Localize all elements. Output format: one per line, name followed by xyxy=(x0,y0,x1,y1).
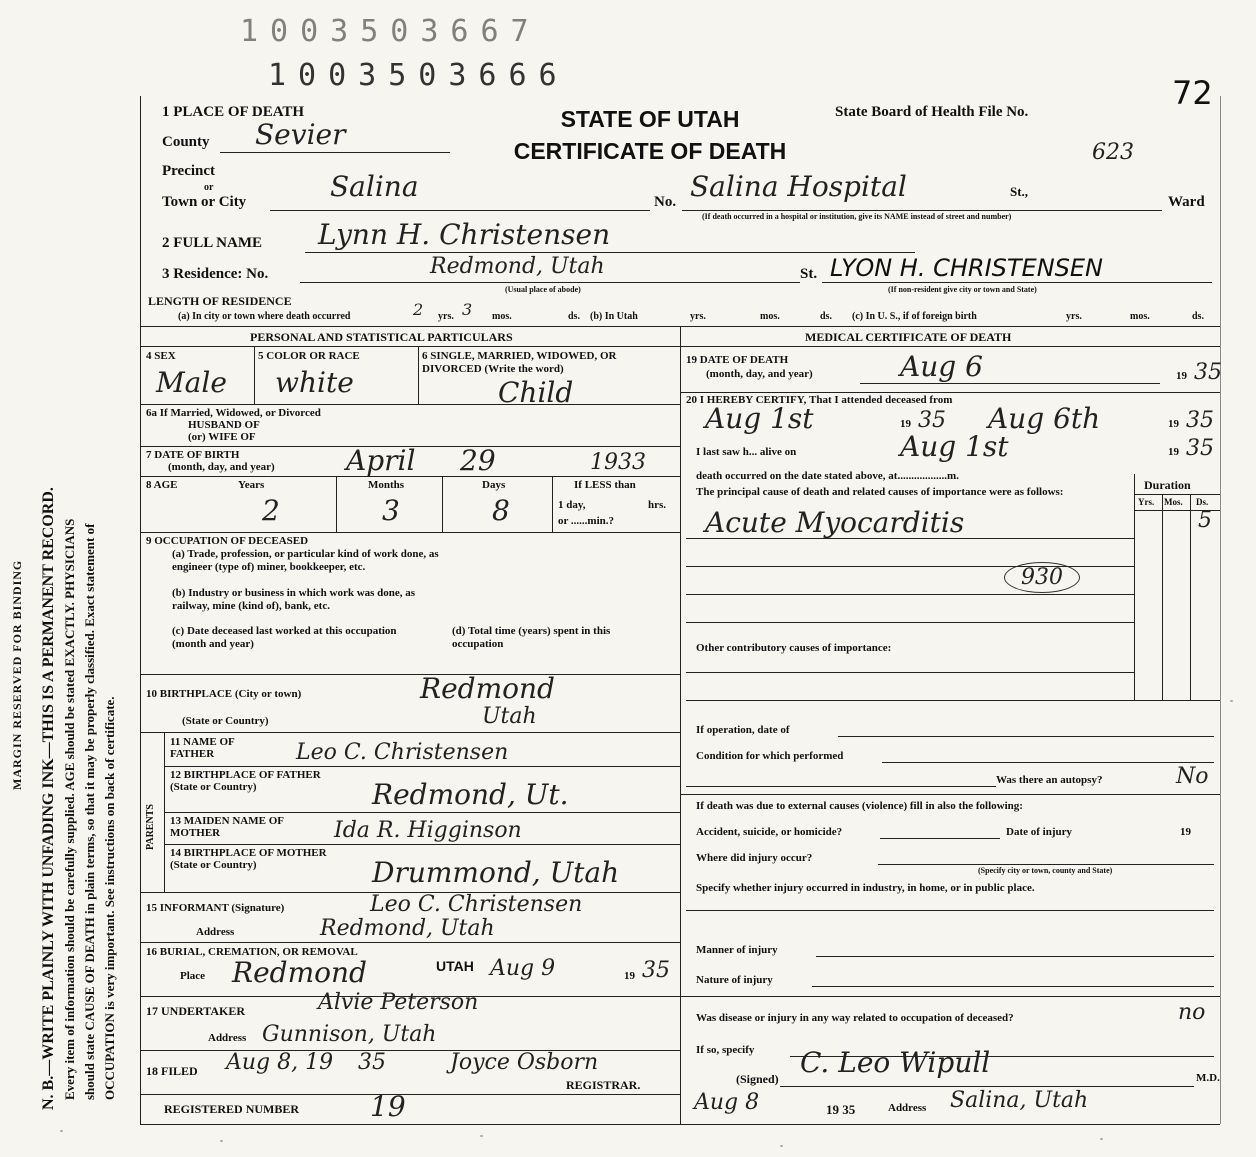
death-year: 35 xyxy=(1194,360,1222,385)
informant-signature: Leo C. Christensen xyxy=(370,892,583,917)
serial-number-top: 1003503667 xyxy=(240,14,541,49)
certify-label: 20 I HEREBY CERTIFY, That I attended deceased from xyxy=(686,394,953,406)
county-label: County xyxy=(162,134,210,150)
father-name: Leo C. Christensen xyxy=(296,740,509,765)
residence-c-yrs: yrs. xyxy=(1066,311,1082,322)
duration-mos-label: Mos. xyxy=(1164,497,1183,507)
age-label: 8 AGE xyxy=(146,479,178,491)
residence-b-mos: mos. xyxy=(760,311,780,322)
burial-date: Aug 9 xyxy=(490,956,556,981)
attended-from: Aug 1st xyxy=(705,402,814,435)
town-label: Town or City xyxy=(162,194,247,210)
file-handwritten: 623 xyxy=(1092,140,1134,165)
attended-year-prefix-2: 19 xyxy=(1168,418,1179,430)
residence-st-value: LYON H. CHRISTENSEN xyxy=(830,254,1104,282)
less-than-label: If LESS than xyxy=(574,479,636,491)
hospital-value: Salina Hospital xyxy=(690,170,907,203)
attended-year-prefix-1: 19 xyxy=(900,418,911,430)
physician-address-label: Address xyxy=(888,1102,927,1114)
dob-year: 1933 xyxy=(590,450,646,475)
duration-label: Duration xyxy=(1144,478,1191,492)
signed-label: (Signed) xyxy=(736,1072,779,1086)
residence-st-label: St. xyxy=(800,266,818,282)
specify-injury-label: Specify whether injury occurred in industry, in home, or in public place. xyxy=(696,882,1035,894)
operation-label: If operation, date of xyxy=(696,724,790,736)
full-name-label: 2 FULL NAME xyxy=(162,235,263,251)
death-date-label: 19 DATE OF DEATH xyxy=(686,354,789,366)
state-board-label: State Board of Health File No. xyxy=(835,104,1029,120)
filed-label: 18 FILED xyxy=(146,1064,198,1078)
residence-a-mos: 3 xyxy=(462,300,473,319)
full-name-value: Lynn H. Christensen xyxy=(318,218,611,251)
disease-related-label: Was disease or injury in any way related to occupation of deceased? xyxy=(696,1012,1014,1024)
min-label: or ......min.? xyxy=(558,515,615,527)
undertaker-name: Alvie Peterson xyxy=(318,990,479,1015)
father-name-label: 11 NAME OF FATHER xyxy=(170,736,235,760)
ward-label: Ward xyxy=(1168,194,1205,210)
principal-cause-label: The principal cause of death and related causes of importance were as follows: xyxy=(696,486,1064,498)
sex-value: Male xyxy=(156,366,227,399)
mother-birth: Drummond, Utah xyxy=(372,856,620,889)
dob-month: April xyxy=(346,444,416,477)
county-value: Sevier xyxy=(255,118,346,151)
last-saw-year-prefix: 19 xyxy=(1168,446,1179,458)
occupation-a: (a) Trade, profession, or particular kind of work done, as engineer (type of) miner, bookkeeper, etc. xyxy=(172,548,439,573)
undertaker-address: Gunnison, Utah xyxy=(262,1022,437,1047)
father-birth: Redmond, Ut. xyxy=(372,778,569,811)
registered-number-label: REGISTERED NUMBER xyxy=(164,1102,300,1116)
last-saw-value: Aug 1st xyxy=(900,430,1009,463)
residence-c-mos: mos. xyxy=(1130,311,1150,322)
attended-to: Aug 6th xyxy=(988,402,1101,435)
last-saw-label: I last saw h... alive on xyxy=(696,446,797,458)
mother-birth-label: 14 BIRTHPLACE OF MOTHER (State or Country) xyxy=(170,847,327,871)
attended-year-1: 35 xyxy=(918,408,946,433)
signed-year: 19 35 xyxy=(826,1102,856,1117)
residence-c-ds: ds. xyxy=(1192,311,1204,322)
residence-value: Redmond, Utah xyxy=(430,254,605,279)
cause-of-death: Acute Myocarditis xyxy=(705,506,965,539)
md-label: M.D. xyxy=(1196,1072,1220,1084)
serial-number: 1003503666 xyxy=(268,58,569,93)
dob-day: 29 xyxy=(460,444,496,477)
date-of-injury-label: Date of injury xyxy=(1006,826,1072,838)
residence-label: 3 Residence: No. xyxy=(162,266,269,282)
no-label: No. xyxy=(654,194,677,210)
occupation-label: 9 OCCUPATION OF DECEASED xyxy=(146,535,309,547)
birthplace-state-label: (State or Country) xyxy=(182,715,269,727)
residence-a-label: (a) In city or town where death occurred xyxy=(178,311,351,322)
autopsy-label: Was there an autopsy? xyxy=(996,774,1103,786)
undertaker-label: 17 UNDERTAKER xyxy=(146,1004,246,1018)
informant-label: 15 INFORMANT (Signature) xyxy=(146,902,285,914)
duration-yrs-label: Yrs. xyxy=(1138,497,1155,507)
parents-label: PARENTS xyxy=(145,804,156,850)
registrar-label: REGISTRAR. xyxy=(566,1078,641,1092)
death-year-prefix: 19 xyxy=(1176,370,1187,382)
spouse-label-2: HUSBAND OF xyxy=(188,419,260,431)
residence-a-yrs: 2 xyxy=(413,300,424,319)
birthplace-city: Redmond xyxy=(420,672,555,705)
residence-c-label: (c) In U. S., if of foreign birth xyxy=(852,311,977,322)
precinct-label: Precinct xyxy=(162,163,216,179)
death-occurred-label: death occurred on the date stated above, at..................m. xyxy=(696,470,959,482)
registrar-signature: Joyce Osborn xyxy=(450,1050,599,1075)
hospital-note: (If death occurred in a hospital or institution, give its NAME instead of street and number) xyxy=(702,212,1012,221)
physician-signature: C. Leo Wipull xyxy=(800,1046,991,1079)
length-residence-label: LENGTH OF RESIDENCE xyxy=(148,294,292,308)
color-value: white xyxy=(275,366,354,399)
place-of-death-label: 1 PLACE OF DEATH xyxy=(162,104,305,120)
filed-year: 35 xyxy=(358,1050,386,1075)
dob-sub-label: (month, day, and year) xyxy=(168,461,275,473)
other-causes-label: Other contributory causes of importance: xyxy=(696,642,892,654)
death-date-value: Aug 6 xyxy=(900,350,983,383)
personal-section-title: PERSONAL AND STATISTICAL PARTICULARS xyxy=(250,330,513,344)
residence-mos-label: mos. xyxy=(492,311,512,322)
status-label: 6 SINGLE, MARRIED, WIDOWED, OR DIVORCED (Write the word) xyxy=(422,350,617,375)
st-label: St., xyxy=(1010,184,1029,199)
spouse-label-3: (or) WIFE OF xyxy=(188,431,256,443)
residence-b-yrs: yrs. xyxy=(690,311,706,322)
state-title: STATE OF UTAH xyxy=(560,106,740,132)
physician-address: Salina, Utah xyxy=(950,1088,1089,1113)
informant-address: Redmond, Utah xyxy=(320,916,495,941)
status-value: Child xyxy=(498,376,574,409)
usual-place-note: (Usual place of abode) xyxy=(505,285,581,294)
margin-binding-note: MARGIN RESERVED FOR BINDING xyxy=(10,559,24,790)
file-number: 72 xyxy=(1172,74,1213,112)
birthplace-state: Utah xyxy=(482,704,537,729)
margin-instruction-2: Every item of information should be carefully supplied. AGE should be stated EXACTLY. PHYSICIANS xyxy=(62,518,77,1100)
autopsy-value: No xyxy=(1176,764,1209,789)
hrs-label: hrs. xyxy=(648,499,667,511)
condition-label: Condition for which performed xyxy=(696,750,844,762)
medical-section-title: MEDICAL CERTIFICATE OF DEATH xyxy=(805,330,1012,344)
residence-b-ds: ds. xyxy=(820,311,832,322)
burial-stamp: UTAH xyxy=(436,958,474,974)
color-label: 5 COLOR OR RACE xyxy=(258,350,360,362)
duration-ds-label: Ds. xyxy=(1196,497,1209,507)
father-birth-label: 12 BIRTHPLACE OF FATHER (State or Country) xyxy=(170,769,321,793)
cause-code: 930 xyxy=(1004,562,1080,593)
age-years: 2 xyxy=(262,494,280,527)
filed-date: Aug 8, 19 xyxy=(226,1050,334,1075)
signed-date: Aug 8 xyxy=(694,1090,760,1115)
months-label: Months xyxy=(368,479,405,491)
occupation-c: (c) Date deceased last worked at this occupation (month and year) xyxy=(172,625,397,650)
margin-instruction-4: OCCUPATION is very important. See instructions on back of certificate. xyxy=(102,696,117,1100)
occupation-d: (d) Total time (years) spent in this occupation xyxy=(452,625,611,650)
mother-name-label: 13 MAIDEN NAME OF MOTHER xyxy=(170,815,284,839)
burial-place: Redmond xyxy=(232,956,367,989)
birthplace-label: 10 BIRTHPLACE (City or town) xyxy=(146,688,302,700)
disease-related-value: no xyxy=(1178,1000,1206,1025)
nonresident-note: (If non-resident give city or town and State) xyxy=(888,285,1037,294)
burial-place-label: Place xyxy=(180,970,206,982)
injury-year-prefix: 19 xyxy=(1180,826,1191,838)
where-injury-label: Where did injury occur? xyxy=(696,852,813,864)
days-label: Days xyxy=(482,479,506,491)
if-so-label: If so, specify xyxy=(696,1044,755,1056)
or-label: or xyxy=(204,182,214,193)
residence-yrs-label: yrs. xyxy=(438,311,454,322)
residence-b-label: (b) In Utah xyxy=(590,311,638,322)
death-date-sub: (month, day, and year) xyxy=(706,368,813,380)
nature-injury-label: Nature of injury xyxy=(696,974,773,986)
burial-year: 35 xyxy=(642,958,670,983)
occupation-b: (b) Industry or business in which work was done, as railway, mine (kind of), bank, etc. xyxy=(172,587,416,612)
attended-year-2: 35 xyxy=(1186,408,1214,433)
town-value: Salina xyxy=(330,170,419,203)
informant-address-label: Address xyxy=(196,926,235,938)
burial-label: 16 BURIAL, CREMATION, OR REMOVAL xyxy=(146,946,358,958)
age-days: 8 xyxy=(492,494,510,527)
undertaker-address-label: Address xyxy=(208,1032,247,1044)
years-label: Years xyxy=(238,479,265,491)
external-causes-label: If death was due to external causes (violence) fill in also the following: xyxy=(696,800,1023,812)
residence-ds-label: ds. xyxy=(568,311,580,322)
accident-label: Accident, suicide, or homicide? xyxy=(696,826,843,838)
last-saw-year: 35 xyxy=(1186,436,1214,461)
registered-number: 19 xyxy=(370,1090,406,1123)
duration-ds-value: 5 xyxy=(1198,508,1212,533)
manner-injury-label: Manner of injury xyxy=(696,944,778,956)
margin-instruction-1: N. B.—WRITE PLAINLY WITH UNFADING INK—THIS IS A PERMANENT RECORD. xyxy=(40,487,57,1110)
day-label: 1 day, xyxy=(558,499,586,511)
certificate-title: CERTIFICATE OF DEATH xyxy=(513,138,787,164)
where-injury-note: (Specify city or town, county and State) xyxy=(978,866,1113,875)
sex-label: 4 SEX xyxy=(146,350,176,362)
dob-label: 7 DATE OF BIRTH xyxy=(146,449,240,461)
spouse-label-1: 6a If Married, Widowed, or Divorced xyxy=(146,407,321,419)
mother-name: Ida R. Higginson xyxy=(334,818,522,843)
burial-year-prefix: 19 xyxy=(624,970,635,982)
age-months: 3 xyxy=(382,494,400,527)
margin-instruction-3: should state CAUSE OF DEATH in plain terms, so that it may be properly classified. Exact statement of xyxy=(82,523,97,1100)
